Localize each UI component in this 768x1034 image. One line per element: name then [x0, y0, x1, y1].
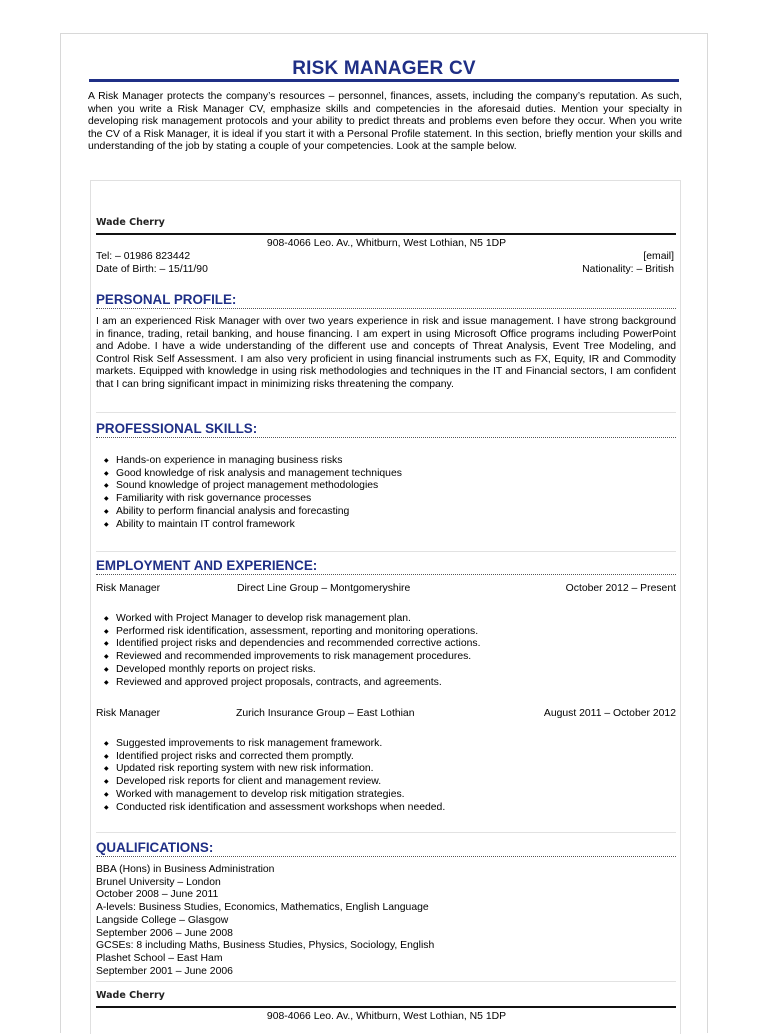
job-company: Direct Line Group – Montgomeryshire	[237, 583, 411, 594]
section-separator	[96, 551, 676, 552]
address-line: 908-4066 Leo. Av., Whitburn, West Lothian, N5 1DP	[266, 238, 507, 249]
document-page	[60, 33, 708, 1033]
footer-rule	[96, 1006, 676, 1008]
list-item: ◆ Ability to perform financial analysis and forecasting	[104, 506, 402, 519]
list-item: ◆ Worked with Project Manager to develop risk management plan.	[104, 613, 480, 626]
section-heading-employment: EMPLOYMENT AND EXPERIENCE:	[96, 558, 676, 575]
section-separator	[96, 412, 676, 413]
job-dates: October 2012 – Present	[565, 583, 676, 594]
list-item: ◆ Reviewed and recommended improvements to risk management procedures.	[104, 651, 480, 664]
list-item: ◆ Suggested improvements to risk management framework.	[104, 738, 445, 751]
list-item: Plashet School – East Ham	[96, 952, 223, 964]
cv-sample	[90, 180, 681, 1034]
list-item: ◆ Updated risk reporting system with new risk information.	[104, 763, 445, 776]
list-item: ◆ Identified project risks and dependencies and recommended corrective actions.	[104, 638, 480, 651]
list-item: ◆ Worked with management to develop risk mitigation strategies.	[104, 789, 445, 802]
title-underline	[89, 79, 679, 82]
email-link[interactable]: [email]	[643, 251, 674, 262]
section-separator	[96, 832, 676, 833]
intro-paragraph: A Risk Manager protects the company’s resources – personnel, finances, assets, including the company’s reputation. As such, when you write a Risk Manager CV, emphasize skills and competencies in the aforesaid duties. Mention your specialty in developing risk management protocols and your ability to predict threats and problems even before they occur. When you write the CV of a Risk Manager, it is ideal if you start it with a Personal Profile statement. In this section, briefly mention your skills and understanding of the job by stating a couple of your competencies. Look at the sample below.	[88, 91, 682, 153]
list-item: ◆ Performed risk identification, assessment, reporting and monitoring operations.	[104, 626, 480, 639]
list-item: ◆ Developed monthly reports on project risks.	[104, 664, 480, 677]
job-duties-list	[104, 613, 480, 689]
list-item: September 2006 – June 2008	[96, 927, 233, 939]
section-heading-qualifications: QUALIFICATIONS:	[96, 840, 676, 857]
list-item: ◆ Good knowledge of risk analysis and management techniques	[104, 468, 402, 481]
list-item: ◆ Ability to maintain IT control framework	[104, 519, 402, 532]
job-company: Zurich Insurance Group – East Lothian	[236, 708, 415, 719]
footer-address-line: 908-4066 Leo. Av., Whitburn, West Lothian, N5 1DP	[266, 1011, 507, 1022]
list-item: ◆ Hands-on experience in managing business risks	[104, 455, 402, 468]
list-item: ◆ Conducted risk identification and assessment workshops when needed.	[104, 802, 445, 815]
job-header	[96, 708, 676, 721]
list-item: September 2001 – June 2006	[96, 965, 233, 977]
list-item: Brunel University – London	[96, 876, 221, 888]
job-header	[96, 583, 676, 596]
list-item: ◆ Identified project risks and corrected them promptly.	[104, 751, 445, 764]
section-separator	[96, 981, 676, 982]
nationality: Nationality: – British	[582, 264, 674, 275]
skills-list	[104, 455, 402, 531]
list-item: ◆ Developed risk reports for client and management review.	[104, 776, 445, 789]
list-item: GCSEs: 8 including Maths, Business Studies, Physics, Sociology, English	[96, 940, 435, 952]
job-duties-list	[104, 738, 445, 814]
job-role: Risk Manager	[96, 708, 161, 719]
page-title: RISK MANAGER CV	[292, 58, 476, 79]
date-of-birth: Date of Birth: – 15/11/90	[96, 264, 208, 275]
list-item: ◆ Familiarity with risk governance processes	[104, 493, 402, 506]
list-item: ◆ Reviewed and approved project proposals, contracts, and agreements.	[104, 677, 480, 690]
telephone: Tel: – 01986 823442	[96, 251, 191, 262]
section-heading-profile: PERSONAL PROFILE:	[96, 292, 676, 309]
list-item: A-levels: Business Studies, Economics, Mathematics, English Language	[96, 902, 429, 914]
job-role: Risk Manager	[96, 583, 161, 594]
job-dates: August 2011 – October 2012	[543, 708, 676, 719]
list-item: October 2008 – June 2011	[96, 889, 219, 901]
footer-candidate-name: Wade Cherry	[96, 990, 165, 1001]
list-item: BBA (Hons) in Business Administration	[96, 864, 275, 875]
candidate-name: Wade Cherry	[96, 217, 165, 228]
qualifications-list	[96, 864, 434, 978]
profile-paragraph: I am an experienced Risk Manager with over two years experience in risk and issue management. I have strong background in finance, trading, retail banking, and house financing. I am expert in using Microsoft Office programs including PowerPoint and Adobe. I have a wide understanding of the different use and concepts of Threat Analysis, Event Tree Modeling, and Control Risk Self Assessment. I am also very proficient in using financial instruments such as FX, Equity, IR and Commodity markets. Equipped with knowledge in using risk methodologies and techniques in the IT and Financial sectors, I am confident that I can bring significant impact in minimizing risks threatening the company.	[96, 316, 676, 390]
list-item: Langside College – Glasgow	[96, 914, 229, 926]
header-rule	[96, 233, 676, 235]
list-item: ◆ Sound knowledge of project management methodologies	[104, 480, 402, 493]
section-heading-skills: PROFESSIONAL SKILLS:	[96, 421, 676, 438]
